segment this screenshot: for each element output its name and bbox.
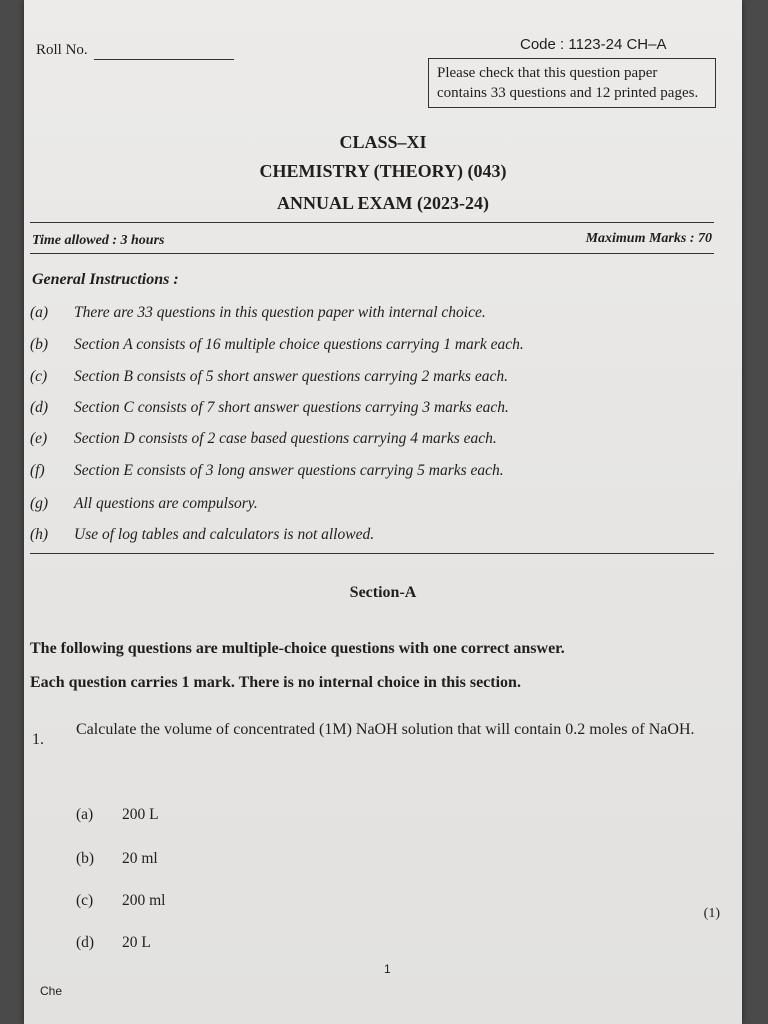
option-text: 200 ml	[122, 892, 166, 909]
option-text: 20 L	[122, 934, 151, 951]
footer-code: Che	[40, 984, 63, 998]
class-heading: CLASS–XI	[339, 132, 427, 152]
instruction-label: (g)	[30, 495, 49, 512]
instruction-label: (d)	[30, 399, 49, 416]
instruction-text: Section E consists of 3 long answer questions carrying 5 marks each.	[74, 462, 504, 479]
instruction-label: (b)	[30, 336, 49, 353]
page-number: 1	[384, 962, 391, 976]
option-text: 20 ml	[122, 850, 158, 867]
time-allowed: Time allowed : 3 hours	[32, 233, 165, 248]
instruction-label: (c)	[30, 368, 48, 385]
answer-option	[76, 806, 159, 824]
section-intro: Each question carries 1 mark. There is no internal choice in this section.	[30, 674, 521, 691]
option-label: (c)	[76, 892, 94, 909]
exam-paper	[24, 0, 742, 1024]
instruction-text: Use of log tables and calculators is not allowed.	[74, 526, 375, 543]
section-intro: The following questions are multiple-choice questions with one correct answer.	[30, 640, 565, 657]
option-label: (b)	[76, 850, 95, 867]
answer-option	[76, 892, 166, 910]
instruction-text: Section A consists of 16 multiple choice questions carrying 1 mark each.	[74, 336, 524, 353]
question-marks: (1)	[703, 906, 720, 921]
instruction-item	[30, 526, 374, 544]
divider	[30, 553, 714, 554]
instruction-text: There are 33 questions in this question paper with internal choice.	[74, 304, 486, 321]
answer-option	[76, 850, 158, 868]
instruction-label: (f)	[30, 462, 45, 479]
instruction-label: (e)	[30, 430, 48, 447]
instruction-item	[30, 430, 497, 448]
instruction-text: Section D consists of 2 case based questions carrying 4 marks each.	[74, 430, 497, 447]
instruction-item	[30, 399, 509, 417]
option-label: (d)	[76, 934, 95, 951]
instructions-title: General Instructions :	[32, 271, 179, 288]
paper-code: Code : 1123-24 CH–A	[520, 36, 667, 53]
instruction-item	[30, 336, 524, 354]
instruction-label: (h)	[30, 526, 49, 543]
instruction-item	[30, 462, 504, 480]
instruction-item	[30, 304, 486, 322]
maximum-marks: Maximum Marks : 70	[585, 231, 712, 246]
instruction-label: (a)	[30, 304, 49, 321]
instruction-item	[30, 495, 258, 513]
roll-number-label: Roll No.	[36, 42, 88, 58]
instruction-text: All questions are compulsory.	[74, 495, 258, 512]
divider	[30, 222, 714, 223]
answer-option	[76, 934, 151, 952]
option-label: (a)	[76, 806, 94, 823]
roll-number-blank	[94, 42, 234, 60]
divider	[30, 253, 714, 254]
subject-heading: CHEMISTRY (THEORY) (043)	[259, 161, 507, 181]
instruction-text: Section B consists of 5 short answer questions carrying 2 marks each.	[74, 368, 508, 385]
instruction-text: Section C consists of 7 short answer questions carrying 3 marks each.	[74, 399, 509, 416]
option-text: 200 L	[122, 806, 159, 823]
section-a-title: Section-A	[349, 584, 417, 601]
question-number: 1.	[32, 731, 44, 748]
instruction-item	[30, 368, 508, 386]
roll-number-field	[36, 42, 234, 60]
exam-heading: ANNUAL EXAM (2023-24)	[277, 193, 489, 213]
question-text: Calculate the volume of concentrated (1M) NaOH solution that will contain 0.2 moles of NaOH.	[76, 721, 695, 738]
page-count-notice: Please check that this question paper contains 33 questions and 12 printed pages.	[428, 58, 716, 108]
